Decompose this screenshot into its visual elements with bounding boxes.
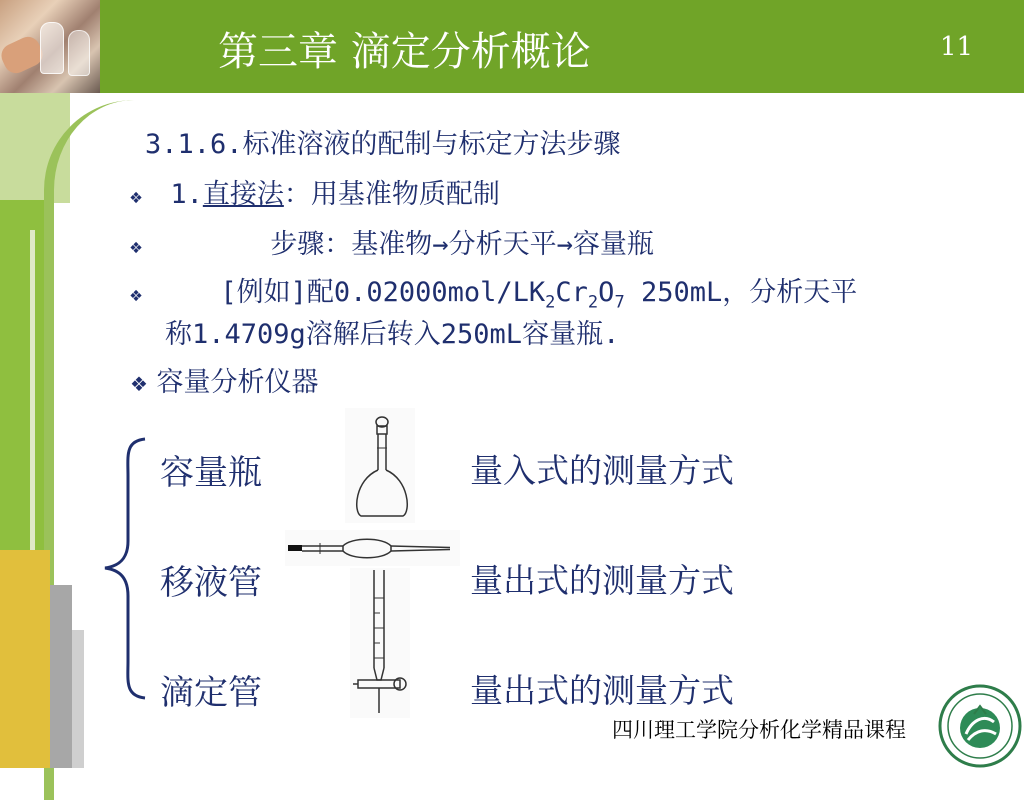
bullet-text: [例如]配0.02000mol/LK bbox=[220, 277, 546, 308]
diamond-bullet-icon: ❖ bbox=[130, 372, 148, 396]
subscript: 7 bbox=[614, 292, 625, 313]
deco-stripe bbox=[72, 630, 84, 768]
bullet-continuation: 称1.4709g溶解后转入250mL容量瓶. bbox=[165, 319, 620, 350]
section-title: 3.1.6.标准溶液的配制与标定方法步骤 bbox=[145, 129, 621, 160]
bullet-text: Cr bbox=[555, 277, 588, 308]
page-number: 11 bbox=[940, 32, 974, 62]
bullet-item bbox=[130, 172, 500, 211]
deco-stripe bbox=[0, 200, 44, 550]
diamond-bullet-icon: ❖ bbox=[130, 282, 143, 306]
instrument-description: 量出式的测量方式 bbox=[470, 561, 734, 600]
bullet-text: O bbox=[598, 277, 615, 308]
instrument-name: 容量瓶 bbox=[160, 453, 262, 493]
bullet-text: 步骤：基准物→分析天平→容量瓶 bbox=[270, 229, 654, 260]
instrument-name: 滴定管 bbox=[160, 673, 262, 713]
bullet-text: ：用基准物质配制 bbox=[283, 179, 500, 210]
subscript: 2 bbox=[545, 292, 556, 313]
deco-stripe bbox=[0, 550, 50, 768]
volumetric-flask-icon bbox=[345, 408, 415, 523]
bullet-text: 250mL，分析天平 bbox=[624, 277, 858, 308]
pipette-icon bbox=[285, 530, 460, 566]
photo-glassware bbox=[40, 22, 64, 74]
bullet-prefix: 1. bbox=[170, 179, 203, 210]
bullet-text: 容量分析仪器 bbox=[156, 367, 319, 398]
instrument-description: 量出式的测量方式 bbox=[470, 671, 734, 710]
bullet-item bbox=[130, 270, 857, 312]
bullet-underlined-term: 直接法 bbox=[202, 179, 284, 210]
university-logo-icon bbox=[938, 684, 1022, 768]
bullet-item bbox=[130, 222, 654, 261]
diamond-bullet-icon: ❖ bbox=[130, 234, 143, 258]
deco-stripe bbox=[50, 585, 72, 768]
footer-institution: 四川理工学院分析化学精品课程 bbox=[612, 718, 906, 742]
header-photo bbox=[0, 0, 100, 93]
brace-icon bbox=[100, 436, 150, 701]
deco-stripe bbox=[30, 230, 35, 560]
bullet-item bbox=[130, 360, 319, 399]
photo-glassware bbox=[68, 30, 90, 76]
slide-title: 第三章 滴定分析概论 bbox=[218, 29, 591, 75]
instrument-description: 量入式的测量方式 bbox=[470, 451, 734, 490]
subscript: 2 bbox=[587, 292, 599, 313]
burette-icon bbox=[350, 568, 410, 718]
diamond-bullet-icon: ❖ bbox=[130, 184, 143, 208]
instrument-name: 移液管 bbox=[160, 563, 262, 603]
